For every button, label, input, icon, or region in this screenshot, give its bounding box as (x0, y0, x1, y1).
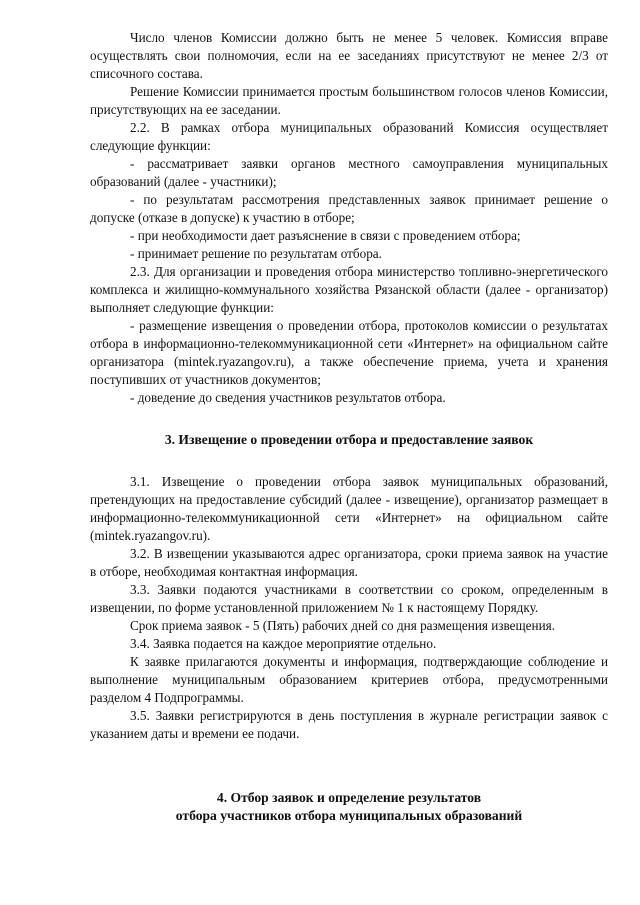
document-body (90, 29, 608, 825)
list-item-results-decision: - принимает решение по результатам отбора. (130, 246, 382, 261)
paragraph-3-5: 3.5. Заявки регистрируются в день поступления в журнале регистрации заявок с указанием даты и времени ее подачи. (90, 708, 608, 741)
section-3-heading: 3. Извещение о проведении отбора и предоставление заявок (164, 432, 534, 447)
paragraph-commission-size: Число членов Комиссии должно быть не менее 5 человек. Комиссия вправе осуществлять свои полномочия, если на ее заседаниях присутствуют не менее 2/3 от списочного состава. (90, 30, 608, 81)
paragraph-3-2: 3.2. В извещении указываются адрес организатора, сроки приема заявок на участие в отборе, необходимая контактная информация. (90, 546, 608, 579)
paragraph-3-3: 3.3. Заявки подаются участниками в соответствии со сроком, определенным в извещении, по форме установленной приложением № 1 к настоящему Порядку. (90, 582, 608, 615)
list-item-inform-participants: - доведение до сведения участников результатов отбора. (130, 390, 446, 405)
section-4-heading-line1: 4. Отбор заявок и определение результатов (216, 790, 482, 805)
list-item-admission-decision: - по результатам рассмотрения представленных заявок принимает решение о допуске (отказе в допуске) к участию в отборе; (90, 192, 608, 225)
list-item-publish-notice: - размещение извещения о проведении отбора, протоколов комиссии о результатах отбора в информационно-телекоммуникационной сети «Интернет» на официальном сайте организатора (mintek.ryazangov.ru), а также обеспечение приема, учета и хранения поступивших от участников документов; (90, 318, 608, 387)
section-4-heading-line2: отбора участников отбора муниципальных образований (175, 808, 523, 823)
paragraph-commission-decision: Решение Комиссии принимается простым большинством голосов членов Комиссии, присутствующих на ее заседании. (90, 84, 608, 117)
paragraph-3-4: 3.4. Заявка подается на каждое мероприятие отдельно. (130, 636, 437, 651)
paragraph-deadline: Срок приема заявок - 5 (Пять) рабочих дней со дня размещения извещения. (130, 618, 555, 633)
paragraph-3-1: 3.1. Извещение о проведении отбора заявок муниципальных образований, претендующих на предоставление субсидий (далее - извещение), организатор размещает в информационно-телекоммуникационной сети «Интернет» на официальном сайте (mintek.ryazangov.ru). (90, 474, 608, 543)
paragraph-attachments: К заявке прилагаются документы и информация, подтверждающие соблюдение и выполнение муниципальным образованием критериев отбора, предусмотренными разделом 4 Подпрограммы. (90, 654, 608, 705)
paragraph-2-2: 2.2. В рамках отбора муниципальных образований Комиссия осуществляет следующие функции: (90, 120, 608, 153)
list-item-clarification: - при необходимости дает разъяснение в связи с проведением отбора; (130, 228, 521, 243)
list-item-review-applications: - рассматривает заявки органов местного самоуправления муниципальных образований (далее - участники); (90, 156, 608, 189)
paragraph-2-3: 2.3. Для организации и проведения отбора министерство топливно-энергетического комплекса и жилищно-коммунального хозяйства Рязанской области (далее - организатор) выполняет следующие функции: (90, 264, 608, 315)
